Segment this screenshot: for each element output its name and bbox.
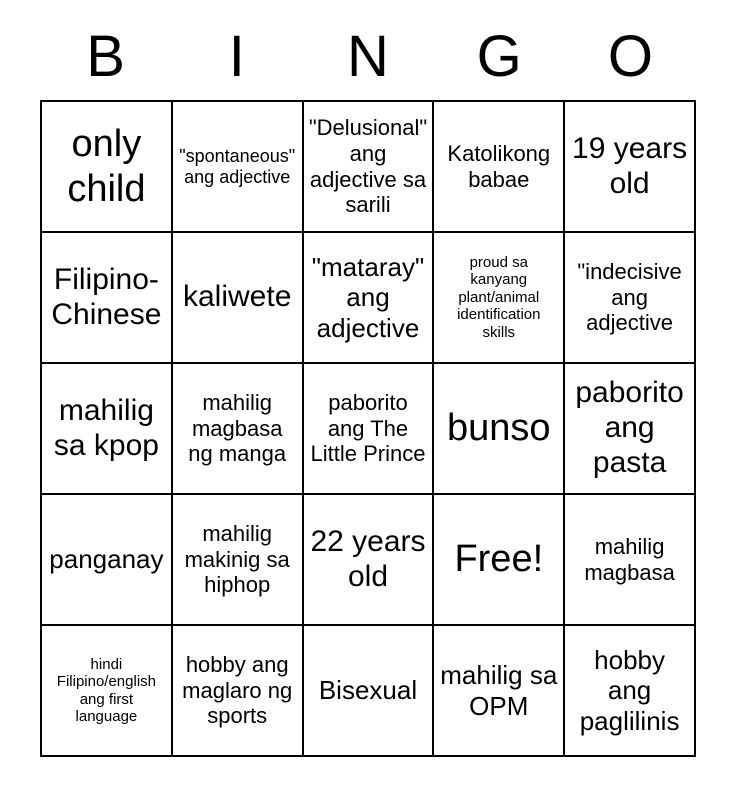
bingo-cell-text: "Delusional" ang adjective sa sarili [308, 115, 428, 218]
bingo-cell-text: hobby ang paglilinis [579, 645, 680, 736]
header-letter-g: G [476, 24, 522, 89]
bingo-grid [40, 100, 696, 757]
bingo-cell-text: proud sa kanyang plant/animal identification skills [457, 254, 541, 341]
bingo-cell[interactable] [434, 233, 565, 364]
bingo-cell-text: hobby ang maglaro ng sports [182, 652, 293, 729]
header-letter-n: N [347, 24, 389, 89]
bingo-cell-text: paborito ang pasta [575, 376, 684, 479]
bingo-cell-text: mahilig makinig sa hiphop [184, 521, 290, 598]
bingo-cell-text: bunso [447, 407, 551, 450]
bingo-cell-text: "mataray" ang adjective [311, 252, 425, 343]
bingo-cell-text: Free! [454, 538, 544, 581]
bingo-cell[interactable] [42, 102, 173, 233]
bingo-cell-text: panganay [49, 544, 164, 575]
bingo-cell-text: hindi Filipino/english ang first language [56, 655, 157, 725]
bingo-cell[interactable] [434, 102, 565, 233]
bingo-cell-text: mahilig sa kpop [53, 393, 159, 462]
bingo-cell-text: "indecisive ang adjective [577, 259, 682, 336]
header-letter-b: B [86, 24, 125, 89]
bingo-header [40, 22, 696, 92]
bingo-cell-text: mahilig sa OPM [440, 660, 558, 721]
bingo-cell-text: "spontaneous" ang adjective [179, 145, 296, 187]
bingo-cell[interactable] [565, 233, 696, 364]
bingo-cell[interactable] [42, 233, 173, 364]
bingo-cell-text: paborito ang The Little Prince [310, 390, 426, 467]
bingo-cell-text: only child [67, 123, 146, 210]
bingo-cell-text: 22 years old [310, 524, 426, 593]
bingo-cell[interactable] [304, 626, 435, 757]
bingo-cell-text: Katolikong babae [447, 140, 551, 192]
bingo-cell[interactable] [173, 102, 304, 233]
bingo-cell[interactable] [42, 364, 173, 495]
bingo-cell[interactable] [304, 233, 435, 364]
bingo-cell[interactable] [565, 495, 696, 626]
bingo-cell[interactable] [434, 626, 565, 757]
bingo-cell[interactable] [173, 364, 304, 495]
bingo-cell-text: 19 years old [572, 131, 688, 200]
bingo-cell[interactable] [304, 364, 435, 495]
bingo-cell[interactable] [434, 364, 565, 495]
bingo-cell[interactable] [565, 626, 696, 757]
bingo-cell[interactable] [565, 102, 696, 233]
bingo-cell-text: mahilig magbasa [584, 533, 675, 585]
header-letter-o: O [607, 24, 653, 89]
bingo-cell[interactable] [173, 626, 304, 757]
bingo-cell[interactable] [173, 495, 304, 626]
bingo-cell-text: Filipino-Chinese [51, 262, 162, 331]
header-letter-i: I [228, 24, 245, 89]
bingo-cell-text: Bisexual [318, 675, 418, 706]
bingo-cell[interactable] [42, 495, 173, 626]
bingo-cell-text: mahilig magbasa ng manga [188, 390, 287, 467]
bingo-cell[interactable] [304, 495, 435, 626]
bingo-cell[interactable] [173, 233, 304, 364]
bingo-cell[interactable] [304, 102, 435, 233]
bingo-cell-free[interactable] [434, 495, 565, 626]
bingo-cell[interactable] [42, 626, 173, 757]
bingo-cell-text: kaliwete [183, 280, 292, 314]
bingo-cell[interactable] [565, 364, 696, 495]
